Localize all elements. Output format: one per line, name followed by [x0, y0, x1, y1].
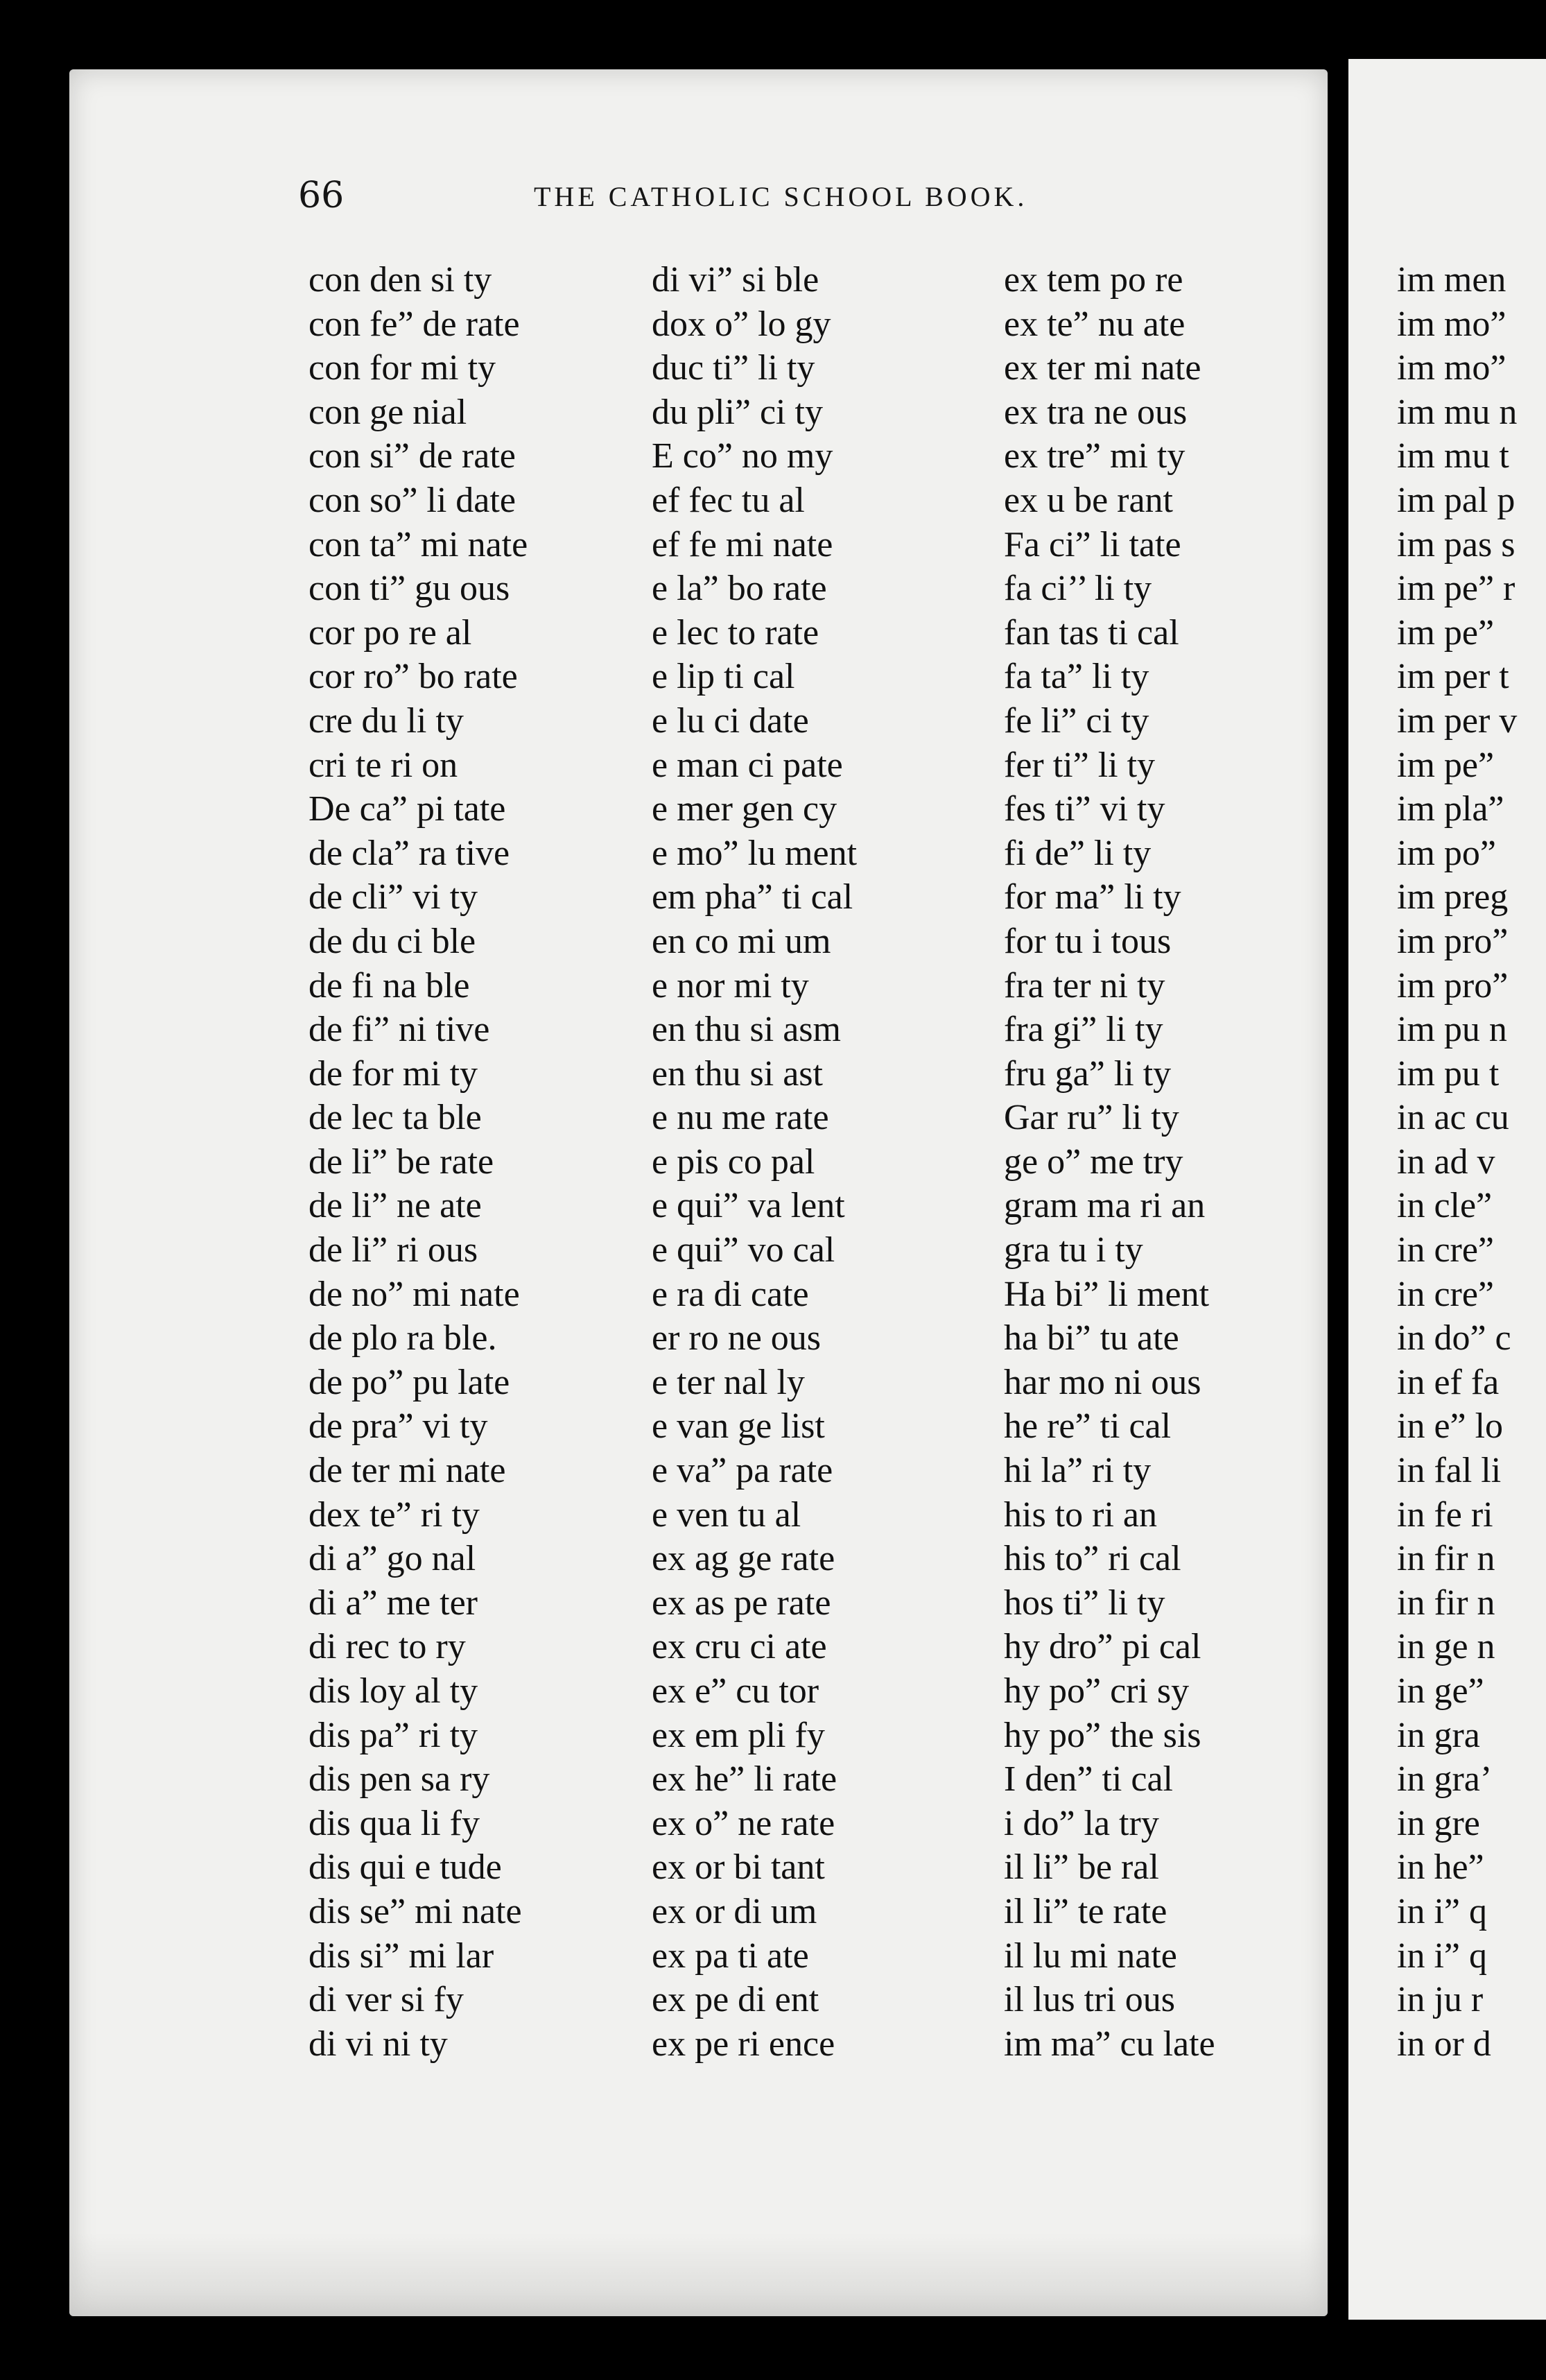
word-entry: con den si ty [309, 260, 492, 300]
word-entry: dis pa” ri ty [309, 1715, 478, 1755]
word-column-1 [309, 258, 528, 2066]
word-entry: ex e” cu tor [652, 1671, 819, 1711]
word-entry: im mu t [1397, 436, 1509, 476]
word-entry: con so” li date [309, 480, 516, 520]
word-entry: de pra” vi ty [309, 1406, 488, 1447]
word-entry: di a” go nal [309, 1539, 476, 1579]
word-entry: fa ta” li ty [1004, 657, 1149, 697]
word-entry: dis qua li fy [309, 1803, 480, 1843]
word-entry: in i” q [1397, 1935, 1487, 1976]
word-entry: in fir n [1397, 1583, 1495, 1623]
word-entry: de ter mi nate [309, 1451, 506, 1491]
word-entry: ge o” me try [1004, 1141, 1183, 1182]
page-number: 66 [298, 175, 345, 216]
word-entry: con fe” de rate [309, 304, 520, 344]
word-entry: e lu ci date [652, 700, 809, 741]
word-entry: de lec ta ble [309, 1098, 482, 1138]
word-entry: in gra’ [1397, 1759, 1493, 1800]
word-entry: Gar ru” li ty [1004, 1098, 1179, 1138]
word-entry: im pro” [1397, 965, 1509, 1006]
book-title: THE CATHOLIC SCHOOL BOOK. [534, 181, 1028, 212]
word-entry: in ge” [1397, 1671, 1484, 1711]
word-entry: ex cru ci ate [652, 1627, 827, 1667]
word-entry: his to” ri cal [1004, 1539, 1181, 1579]
word-entry: gra tu i ty [1004, 1230, 1143, 1270]
word-entry: cre du li ty [309, 700, 464, 741]
word-entry: dox o” lo gy [652, 304, 831, 344]
word-entry: fra gi” li ty [1004, 1010, 1163, 1050]
word-entry: con ge nial [309, 392, 467, 432]
word-entry: dis loy al ty [309, 1671, 478, 1711]
word-entry: im men [1397, 260, 1506, 300]
word-entry: in fir n [1397, 1539, 1495, 1579]
word-entry: de po” pu late [309, 1362, 510, 1402]
word-entry: de li” ri ous [309, 1230, 478, 1270]
word-entry: ex ter mi nate [1004, 348, 1201, 388]
word-column-3 [1004, 258, 1215, 2066]
word-entry: en co mi um [652, 921, 831, 961]
word-entry: fi de” li ty [1004, 833, 1152, 873]
word-entry: ex te” nu ate [1004, 304, 1185, 344]
word-entry: im pe” [1397, 745, 1495, 785]
word-entry: in i” q [1397, 1891, 1487, 1931]
word-entry: e ter nal ly [652, 1362, 805, 1402]
word-column-2 [652, 258, 857, 2066]
word-entry: im mu n [1397, 392, 1518, 432]
word-entry: e mer gen cy [652, 789, 837, 829]
word-entry: im mo” [1397, 348, 1506, 388]
word-entry: for ma” li ty [1004, 877, 1181, 917]
word-entry: e lec to rate [652, 612, 819, 653]
word-entry: ex tre” mi ty [1004, 436, 1185, 476]
word-entry: in ju r [1397, 1980, 1484, 2020]
word-entry: ex pa ti ate [652, 1935, 809, 1976]
word-entry: im pla” [1397, 789, 1504, 829]
word-entry: il lu mi nate [1004, 1935, 1177, 1976]
word-entry: im pro” [1397, 921, 1509, 961]
word-entry: dis pen sa ry [309, 1759, 490, 1800]
word-entry: dis se” mi nate [309, 1891, 522, 1931]
word-entry: il li” te rate [1004, 1891, 1167, 1931]
word-entry: em pha” ti cal [652, 877, 853, 917]
word-entry: de du ci ble [309, 921, 476, 961]
word-entry: fan tas ti cal [1004, 612, 1179, 653]
facing-page-fragment [1348, 59, 1546, 2320]
word-entry: fe li” ci ty [1004, 700, 1149, 741]
word-entry: duc ti” li ty [652, 348, 815, 388]
word-entry: in ac cu [1397, 1098, 1509, 1138]
book-spine [1328, 62, 1348, 2323]
word-entry: di vi ni ty [309, 2024, 448, 2064]
word-entry: con ti” gu ous [309, 569, 510, 609]
word-entry: cor ro” bo rate [309, 657, 518, 697]
word-entry: cor po re al [309, 612, 472, 653]
word-entry: con si” de rate [309, 436, 516, 476]
word-entry: de plo ra ble. [309, 1318, 497, 1359]
word-entry: dex te” ri ty [309, 1494, 480, 1535]
word-entry: de cla” ra tive [309, 833, 510, 873]
word-entry: in cle” [1397, 1186, 1493, 1226]
word-entry: in e” lo [1397, 1406, 1504, 1447]
word-entry: hos ti” li ty [1004, 1583, 1165, 1623]
word-entry: de cli” vi ty [309, 877, 478, 917]
word-entry: ex ag ge rate [652, 1539, 835, 1579]
word-entry: de li” ne ate [309, 1186, 482, 1226]
word-entry: con ta” mi nate [309, 524, 528, 564]
word-entry: in fal li [1397, 1451, 1502, 1491]
word-entry: im pu n [1397, 1010, 1507, 1050]
word-entry: di a” me ter [309, 1583, 478, 1623]
word-entry: di rec to ry [309, 1627, 466, 1667]
word-entry: fra ter ni ty [1004, 965, 1165, 1006]
word-entry: fes ti” vi ty [1004, 789, 1165, 829]
word-entry: ex pe di ent [652, 1980, 819, 2020]
word-entry: e nor mi ty [652, 965, 809, 1006]
word-entry: con for mi ty [309, 348, 496, 388]
word-entry: dis si” mi lar [309, 1935, 494, 1976]
word-entry: in do” c [1397, 1318, 1511, 1359]
word-entry: im per v [1397, 700, 1518, 741]
word-entry: im pu t [1397, 1053, 1500, 1094]
word-entry: fa ci’’ li ty [1004, 569, 1152, 609]
word-entry: il lus tri ous [1004, 1980, 1176, 2020]
word-entry: in ge n [1397, 1627, 1495, 1667]
word-entry: ex or di um [652, 1891, 817, 1931]
word-entry: I den” ti cal [1004, 1759, 1173, 1800]
word-entry: du pli” ci ty [652, 392, 823, 432]
word-entry: im pe” r [1397, 569, 1515, 609]
word-entry: ex o” ne rate [652, 1803, 835, 1843]
word-entry: im preg [1397, 877, 1509, 917]
word-entry: e ven tu al [652, 1494, 801, 1535]
word-entry: e nu me rate [652, 1098, 829, 1138]
word-entry: e va” pa rate [652, 1451, 833, 1491]
word-entry: di vi” si ble [652, 260, 819, 300]
word-column-4 [1397, 258, 1517, 2066]
word-entry: for tu i tous [1004, 921, 1172, 961]
word-entry: de fi na ble [309, 965, 470, 1006]
word-entry: his to ri an [1004, 1494, 1157, 1535]
word-entry: in ad v [1397, 1141, 1495, 1182]
word-entry: im pe” [1397, 612, 1495, 653]
word-entry: e qui” vo cal [652, 1230, 835, 1270]
word-entry: im ma” cu late [1004, 2024, 1215, 2064]
word-entry: ex or bi tant [652, 1847, 825, 1888]
word-entry: in gra [1397, 1715, 1480, 1755]
word-entry: ex em pli fy [652, 1715, 825, 1755]
word-entry: i do” la try [1004, 1803, 1159, 1843]
word-entry: har mo ni ous [1004, 1362, 1201, 1402]
word-entry: in ef fa [1397, 1362, 1500, 1402]
word-entry: il li” be ral [1004, 1847, 1159, 1888]
word-entry: e qui” va lent [652, 1186, 845, 1226]
word-entry: ex u be rant [1004, 480, 1174, 520]
word-entry: he re” ti cal [1004, 1406, 1172, 1447]
word-entry: de for mi ty [309, 1053, 478, 1094]
word-entry: fru ga” li ty [1004, 1053, 1172, 1094]
word-entry: in he” [1397, 1847, 1484, 1888]
word-entry: in gre [1397, 1803, 1480, 1843]
word-entry: di ver si fy [309, 1980, 464, 2020]
word-entry: im po” [1397, 833, 1496, 873]
word-entry: cri te ri on [309, 745, 458, 785]
word-entry: er ro ne ous [652, 1318, 822, 1359]
word-entry: ex tra ne ous [1004, 392, 1188, 432]
word-entry: dis qui e tude [309, 1847, 502, 1888]
word-entry: hy po” cri sy [1004, 1671, 1190, 1711]
word-entry: e van ge list [652, 1406, 825, 1447]
word-entry: Fa ci” li tate [1004, 524, 1181, 564]
word-entry: de no” mi nate [309, 1274, 520, 1314]
word-entry: im pas s [1397, 524, 1515, 564]
word-entry: en thu si ast [652, 1053, 823, 1094]
word-entry: hy dro” pi cal [1004, 1627, 1201, 1667]
word-entry: De ca” pi tate [309, 789, 506, 829]
word-entry: Ha bi” li ment [1004, 1274, 1210, 1314]
word-entry: hi la” ri ty [1004, 1451, 1152, 1491]
word-entry: ex he” li rate [652, 1759, 837, 1800]
word-entry: E co” no my [652, 436, 833, 476]
word-entry: in cre” [1397, 1230, 1495, 1270]
word-entry: ex as pe rate [652, 1583, 831, 1623]
word-entry: ha bi” tu ate [1004, 1318, 1179, 1359]
word-entry: ef fe mi nate [652, 524, 833, 564]
word-entry: gram ma ri an [1004, 1186, 1206, 1226]
word-entry: e man ci pate [652, 745, 843, 785]
word-entry: e mo” lu ment [652, 833, 858, 873]
word-entry: e ra di cate [652, 1274, 809, 1314]
word-entry: hy po” the sis [1004, 1715, 1201, 1755]
word-entry: im per t [1397, 657, 1509, 697]
word-entry: ex tem po re [1004, 260, 1183, 300]
word-entry: ef fec tu al [652, 480, 805, 520]
word-entry: ex pe ri ence [652, 2024, 835, 2064]
word-entry: de fi” ni tive [309, 1010, 490, 1050]
running-head [69, 175, 1328, 216]
word-entry: in cre” [1397, 1274, 1495, 1314]
word-entry: im mo” [1397, 304, 1506, 344]
word-entry: in or d [1397, 2024, 1491, 2064]
word-entry: de li” be rate [309, 1141, 494, 1182]
word-entry: e la” bo rate [652, 569, 827, 609]
word-entry: e lip ti cal [652, 657, 795, 697]
word-entry: im pal p [1397, 480, 1515, 520]
word-entry: e pis co pal [652, 1141, 815, 1182]
word-entry: fer ti” li ty [1004, 745, 1156, 785]
word-entry: in fe ri [1397, 1494, 1493, 1535]
word-entry: en thu si asm [652, 1010, 841, 1050]
